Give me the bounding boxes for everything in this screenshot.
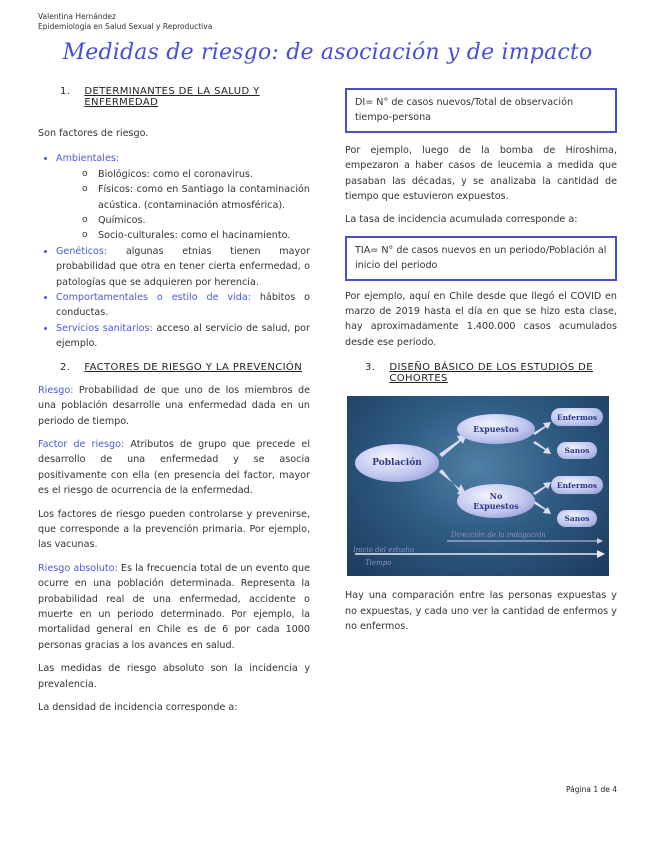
page-number: Página 1 de 4 — [565, 785, 617, 794]
section-3-number: 3. — [365, 362, 376, 374]
sublist-item: o Físicos: como en Santiago la contaminación acústica. (contaminación atmosférica). — [82, 182, 310, 213]
list-item-geneticos — [56, 244, 310, 290]
geneticos-label: Genéticos: — [56, 245, 108, 257]
sublist-item: o Biológicos: como el coronavirus. — [82, 167, 310, 182]
section-1-title: DETERMINANTES DE LA SALUD Y ENFERMEDAD — [84, 86, 260, 108]
document-header — [38, 12, 212, 32]
sublist-item: o Químicos. — [82, 213, 310, 228]
inicio-label: Inicio del estudio — [353, 546, 415, 555]
sanos-no-expuestos-node: Sanos — [557, 510, 597, 527]
riesgo-absoluto-label: Riesgo absoluto: — [38, 562, 118, 574]
determinants-list — [38, 151, 310, 351]
list-item-servicios — [56, 321, 310, 352]
prevencion-paragraph: Los factores de riesgo pueden controlarse y prevenirse, que corresponde a la prevención primaria. Por ejemplo, las vacunas. — [38, 508, 310, 551]
comportamentales-text: hábitos o conductas. — [56, 292, 310, 319]
servicios-label: Servicios sanitarios: — [56, 322, 153, 334]
covid-paragraph: Por ejemplo, aquí en Chile desde que llegó el COVID en marzo de 2019 hasta el día en que se hizo esta clase, hay aproximadamente 1.400.000 casos acumulados desde ese periodo. — [345, 290, 617, 348]
section-2-title: FACTORES DE RIESGO Y LA PREVENCIÓN — [84, 361, 303, 373]
list-item-comportamentales — [56, 290, 310, 321]
direccion-label: Dirección de la indagación — [451, 531, 546, 540]
cohort-caption: Hay una comparación entre las personas expuestas y no expuestas, y cada uno ver la cantidad de enfermos y no enfermos. — [345, 590, 617, 633]
riesgo-absoluto-paragraph — [38, 561, 310, 653]
no-expuestos-line-1: No — [489, 491, 503, 502]
section-1-number: 1. — [60, 86, 71, 97]
servicios-text: acceso al servicio de salud, por ejemplo. — [56, 322, 310, 350]
hiroshima-paragraph: Por ejemplo, luego de la bomba de Hiroshima, empezaron a haber casos de leucemia a medida que pasaban las décadas, y se analizaba la cantidad de tiempo que estuvieron expuestos. — [345, 144, 617, 203]
sublist-item: o Socio-culturales: como el hacinamiento. — [82, 228, 310, 243]
course-name: Epidemiología en Salud Sexual y Reproductiva — [38, 22, 213, 31]
section-1-heading — [60, 86, 310, 108]
geneticos-text: algunas etnias tienen mayor probabilidad que otra en tener cierta enfermedad, o patologías que se adquieren por herencia. — [56, 245, 310, 288]
riesgo-label: Riesgo: — [38, 384, 74, 396]
ambientales-sublist — [56, 167, 310, 244]
list-item-ambientales — [56, 151, 310, 243]
no-expuestos-line-2: Expuestos — [473, 501, 519, 512]
document-title: Medidas de riesgo: de asociación y de impacto — [62, 40, 593, 65]
right-column — [345, 86, 617, 635]
riesgo-paragraph — [38, 383, 310, 429]
comportamentales-label: Comportamentales o estilo de vida: — [56, 292, 251, 304]
riesgo-text: Probabilidad de que uno de los miembros de una población desarrolle una enfermedad dada en un periodo de tiempo. — [38, 384, 310, 427]
expuestos-node: Expuestos — [457, 414, 535, 444]
ambientales-label: Ambientales: — [56, 153, 120, 165]
section-2-number: 2. — [60, 361, 71, 373]
tia-intro: La tasa de incidencia acumulada corresponde a: — [345, 214, 578, 226]
left-column — [38, 86, 310, 715]
riesgo-absoluto-text: Es la frecuencia total de un evento que ocurre en una población determinada. Representa la probabilidad real de una enfermedad, accidente o muerte en un periodo determinado. Por ejemplo, la mortalidad general en Chile es de 6 por cada 1000 personas gracias a los avances en salud. — [38, 562, 311, 651]
densidad-paragraph: La densidad de incidencia corresponde a: — [38, 702, 238, 713]
factor-riesgo-label: Factor de riesgo: — [38, 438, 125, 450]
enfermos-no-expuestos-node: Enfermos — [551, 476, 603, 494]
factor-riesgo-text: Atributos de grupo que precede el desarrollo de una enfermedad y se asocia positivamente con ella (en presencia del factor, mayor es el riesgo de ocurrencia de la enfermedad. — [38, 438, 310, 497]
section-2-heading — [60, 362, 310, 373]
section-1-intro: Son factores de riesgo. — [38, 128, 149, 139]
medidas-paragraph: Las medidas de riesgo absoluto son la incidencia y prevalencia. — [38, 663, 310, 690]
tia-formula-box: TIA= N° de casos nuevos en un periodo/Población al inicio del periodo — [345, 236, 617, 281]
di-formula-box: DI= N° de casos nuevos/Total de observación tiempo-persona — [345, 88, 617, 133]
section-3-title: DISEÑO BÁSICO DE LOS ESTUDIOS DE COHORTES — [389, 362, 593, 385]
poblacion-node: Población — [355, 444, 439, 482]
factor-riesgo-paragraph — [38, 437, 310, 499]
section-3-heading — [365, 362, 617, 384]
author-name: Valentina Hernández — [38, 12, 116, 21]
sanos-expuestos-node: Sanos — [557, 442, 597, 459]
enfermos-expuestos-node: Enfermos — [551, 408, 603, 426]
cohort-diagram — [347, 396, 609, 576]
tiempo-label: Tiempo — [365, 559, 392, 568]
